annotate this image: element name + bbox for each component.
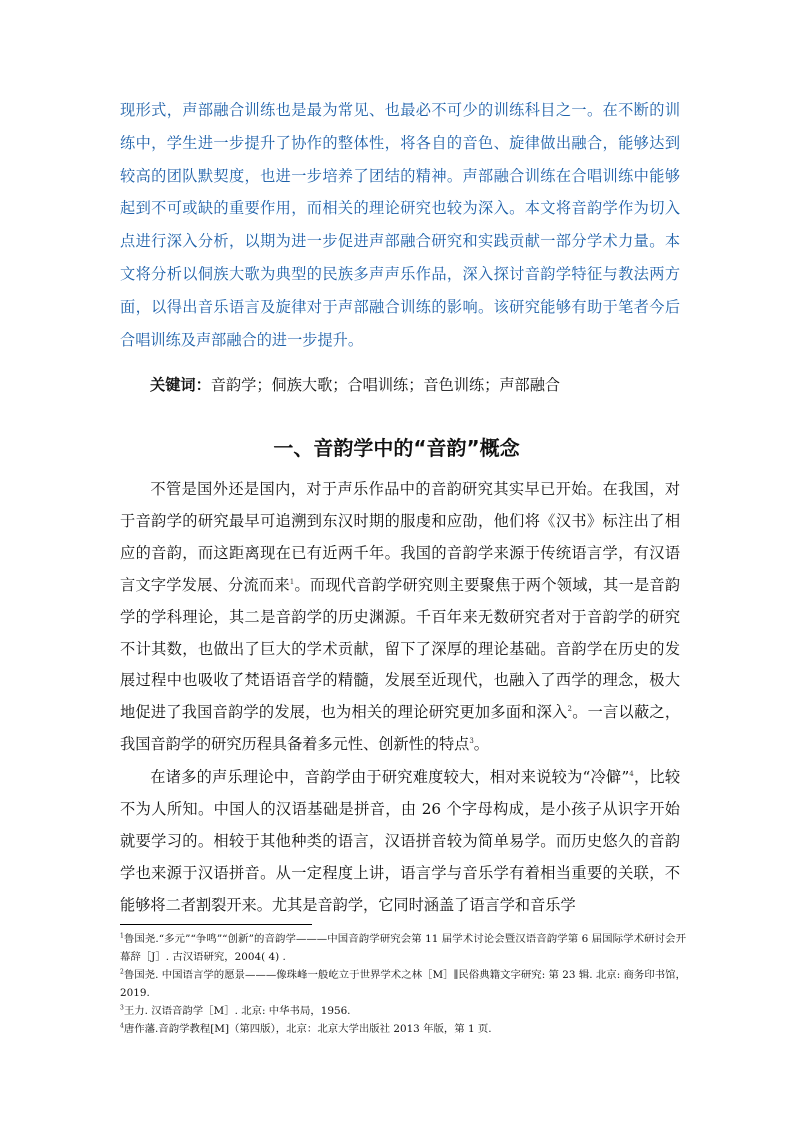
footnote-ref-2[interactable]: 2 — [567, 705, 572, 714]
body-paragraph-2 — [120, 762, 680, 922]
para1-text-a: 不管是国外还是国内，对于声乐作品中的音韵研究其实早已开始。在我国，对于音韵学的研究最早可追溯到东汉时期的服虔和应劭，他们将《汉书》标注出了相应的音韵，而这距离现在已有近两千年。我国的音韵学来源于传统语言学，有汉语言文字学发展、分流而来 — [120, 480, 680, 594]
para2-text-a: 在诸多的声乐理论中，音韵学由于研究难度较大，相对来说较为“冷僻” — [150, 768, 630, 786]
para2-text-b: ，比较不为人所知。中国人的汉语基础是拼音，由 26 个字母构成，是小孩子从识字开始就要学习的。相较于其他种类的语言，汉语拼音较为简单易学。而历史悠久的音韵学也来源于汉语拼音。从一定程度上讲，语言学与音乐学有着相当重要的关联，不能够将二者割裂开来。尤其是音韵学，它同时涵盖了语言学和音乐学 — [120, 768, 681, 914]
keywords-label: 关键词： — [150, 376, 211, 394]
footnote-text: 鲁国尧. 中国语言学的愿景———像珠峰一般屹立于世界学术之林［M］∥民俗典籍文字研究: 第 23 辑. 北京: 商务印书馆，2019. — [120, 969, 686, 1000]
abstract-paragraph: 现形式，声部融合训练也是最为常见、也最必不可少的训练科目之一。在不断的训练中，学生进一步提升了协作的整体性，将各自的音色、旋律做出融合，能够达到较高的团队默契度，也进一步培养了团结的精神。声部融合训练在合唱训练中能够起到不可或缺的重要作用，而相关的理论研究也较为深入。本文将音韵学作为切入点进行深入分析，以期为进一步促进声部融合研究和实践贡献一部分学术力量。本文将分析以侗族大歌为典型的民族多声声乐作品，深入探讨音韵学特征与教法两方面，以得出音乐语言及旋律对于声部融合训练的影响。该研究能够有助于笔者今后合唱训练及声部融合的进一步提升。 — [120, 101, 680, 349]
footnote-divider — [120, 924, 312, 925]
footnote-text: 鲁国尧.“多元”“争鸣”“创新”的音韵学———中国音韵学研究会第 11 届学术讨论会暨汉语音韵学第 6 届国际学术研讨会开幕辞［J］. 古汉语研究，2004( 4) . — [120, 933, 686, 964]
para1-text-d: 。 — [473, 735, 489, 754]
footnote-2 — [120, 966, 686, 1002]
footnote-4 — [120, 1020, 686, 1038]
footnote-text: 王力. 汉语音韵学［M］. 北京: 中华书局，1956. — [123, 1005, 351, 1018]
footnote-number: 1 — [120, 932, 124, 940]
footnote-number: 2 — [120, 968, 124, 976]
footnote-number: 3 — [120, 1004, 124, 1012]
footnote-1 — [120, 930, 686, 966]
footnote-ref-3[interactable]: 3 — [469, 737, 474, 746]
section-heading: 一、音韵学中的“音韵”概念 — [273, 436, 520, 460]
footnote-number: 4 — [120, 1023, 124, 1030]
para1-text-b: 。而现代音韵学研究则主要聚焦于两个领域，其一是音韵学的学科理论，其二是音韵学的历史渊源。千百年来无数研究者对于音韵学的研究不计其数，也做出了巨大的学术贡献，留下了深厚的理论基础。音韵学在历史的发展过程中也吸收了梵语语音学的精髓，发展至近现代，也融入了西学的理念，极大地促进了我国音韵学的发展，也为相关的理论研究更加多面和深入 — [120, 575, 681, 722]
keywords-line — [150, 374, 690, 395]
keywords-text: 音韵学；侗族大歌；合唱训练；音色训练；声部融合 — [210, 376, 561, 394]
body-paragraph-1 — [120, 474, 680, 761]
footnote-text: 唐作藩.音韵学教程[M]（第四版），北京：北京大学出版社 2013 年版，第 1 页. — [123, 1023, 492, 1036]
para1-text-c: 。一言以蔽之，我国音韵学的研究历程具备着多元性、创新性的特点 — [120, 703, 681, 754]
footnote-ref-1[interactable]: 1 — [289, 577, 295, 586]
footnotes-block — [120, 930, 686, 1039]
footnote-3 — [120, 1002, 686, 1020]
footnote-ref-4[interactable]: 4 — [629, 769, 634, 778]
